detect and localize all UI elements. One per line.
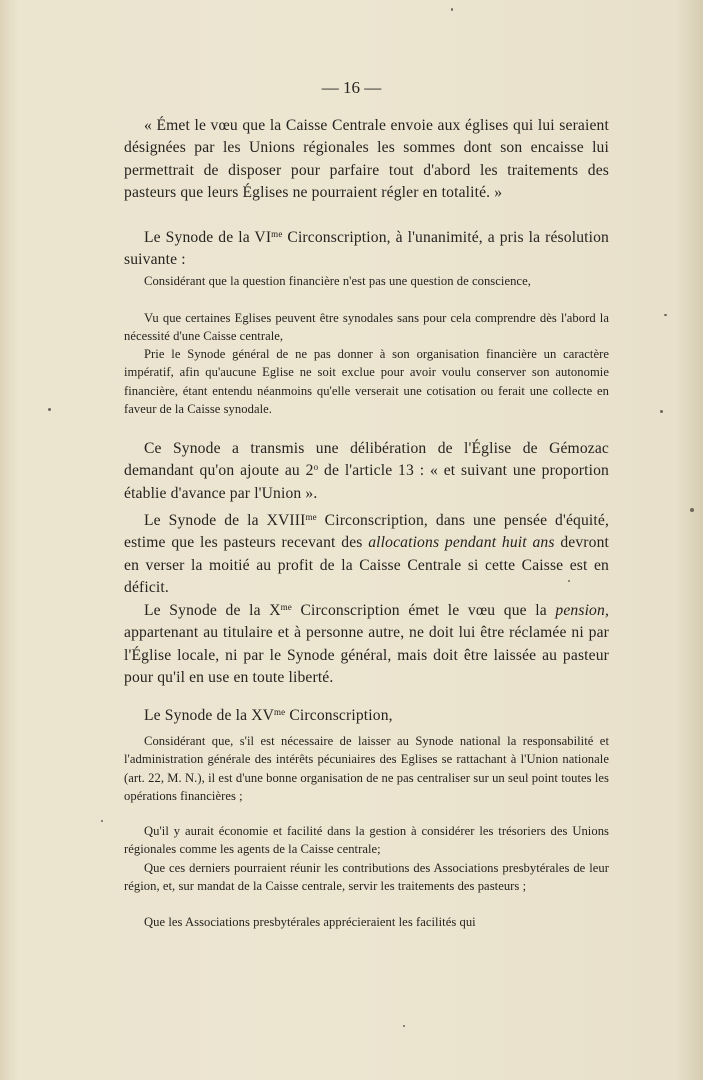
superscript: me xyxy=(271,229,283,239)
scan-speck xyxy=(664,314,667,316)
scan-speck xyxy=(660,410,663,413)
page-number: — 16 — xyxy=(321,78,382,97)
paragraph-gemozac xyxy=(124,438,609,505)
superscript: me xyxy=(274,707,286,717)
scan-speck xyxy=(568,580,570,582)
paragraph-contributions xyxy=(124,859,609,896)
paragraph-text: de l'article 13 : « et suivant une proportion établie d'avance par l'Union ». xyxy=(124,462,609,502)
italic-text: allocations pendant huit ans xyxy=(368,534,555,552)
scan-speck xyxy=(403,1025,405,1027)
paragraph-synode-xv xyxy=(124,705,609,727)
superscript: me xyxy=(305,512,317,522)
paragraph-text: Considérant que la question financière n'est pas une question de conscience, xyxy=(144,274,531,288)
scan-speck xyxy=(690,508,694,512)
paragraph-text: Vu que certaines Eglises peuvent être synodales sans pour cela comprendre dès l'abord la nécessité d'une Caisse centrale, xyxy=(124,311,609,344)
scan-speck xyxy=(101,820,103,822)
superscript: me xyxy=(280,602,292,612)
paragraph-text: Le Synode de la XV xyxy=(144,707,275,724)
italic-text: pension, xyxy=(555,602,609,619)
paragraph-text: « Émet le vœu que la Caisse Centrale envoie aux églises qui lui seraient désignées par les Unions régionales les sommes dont son encaisse lui permettrait de disposer pour parfaire tout d'abord les traitements des pasteurs que leurs Églises ne pourraient régler en totalité. » xyxy=(124,117,609,201)
paragraph-text: Ce Synode a transmis une délibération de l'Église de Gémozac demandant qu'on ajoute au 2 xyxy=(124,440,609,480)
paragraph-caisse-centrale-voeu xyxy=(124,115,609,204)
paragraph-text: Le Synode de la XVIII xyxy=(144,512,306,529)
paragraph-text: Circonscription, dans une pensée d'équité, estime que les pasteurs recevant des xyxy=(124,512,610,552)
paragraph-economie-facilite xyxy=(124,822,609,859)
paragraph-prie-le-synode xyxy=(124,345,609,419)
scan-speck xyxy=(48,408,51,411)
paragraph-text: Circonscription, à l'unanimité, a pris la résolution suivante : xyxy=(124,229,609,269)
paragraph-synode-x xyxy=(124,600,609,689)
superscript: o xyxy=(313,462,319,473)
paragraph-text: Circonscription, xyxy=(285,707,393,724)
paragraph-text: Circonscription émet le vœu que la xyxy=(291,602,556,619)
paragraph-considerant-synode-national xyxy=(124,732,609,806)
paragraph-text: Qu'il y aurait économie et facilité dans la gestion à considérer les trésoriers des Unions régionales comme les agents de la Caisse centrale; xyxy=(124,824,609,857)
paragraph-text: devront en verser la moitié au profit de la Caisse Centrale si cette Caisse est en déficit. xyxy=(124,534,610,596)
paragraph-text: Que les Associations presbytérales apprécieraient les facilités qui xyxy=(144,915,476,929)
paragraph-associations-presbyterales xyxy=(124,913,609,931)
scan-speck xyxy=(451,8,453,11)
paragraph-text: Le Synode de la X xyxy=(144,602,281,619)
paragraph-vu-que-eglises xyxy=(124,309,609,346)
paragraph-text: Le Synode de la VI xyxy=(144,229,272,246)
paragraph-text: Que ces derniers pourraient réunir les contributions des Associations presbytérales de leur région, et, sur mandat de la Caisse centrale, servir les traitements des pasteurs ; xyxy=(124,861,609,894)
paragraph-synode-vi xyxy=(124,227,609,272)
paragraph-considerant-conscience xyxy=(124,272,609,290)
paragraph-text: Prie le Synode général de ne pas donner à son organisation financière un caractère impératif, afin qu'aucune Eglise ne soit exclue pour avoir voulu conserver son autonomie financière, étant entendu néanmoins qu'elle verserait une cotisation ou ferait une collecte en faveur de la Caisse synodale. xyxy=(124,347,609,417)
paragraph-text: appartenant au titulaire et à personne autre, ne doit lui être réclamée ni par l'Église locale, ni par le Synode général, mais doit être laissée au pasteur pour qu'il en use en toute liberté. xyxy=(124,624,609,686)
paragraph-synode-xviii xyxy=(124,510,609,599)
paragraph-text: Considérant que, s'il est nécessaire de laisser au Synode national la responsabilité et l'administration générale des intérêts pécuniaires des Eglises se rattachant à l'Union nationale (art. 22, M. N.), il est d'une bonne organisation de ne pas centraliser sur un seul point toutes les opérations financières ; xyxy=(124,734,609,804)
